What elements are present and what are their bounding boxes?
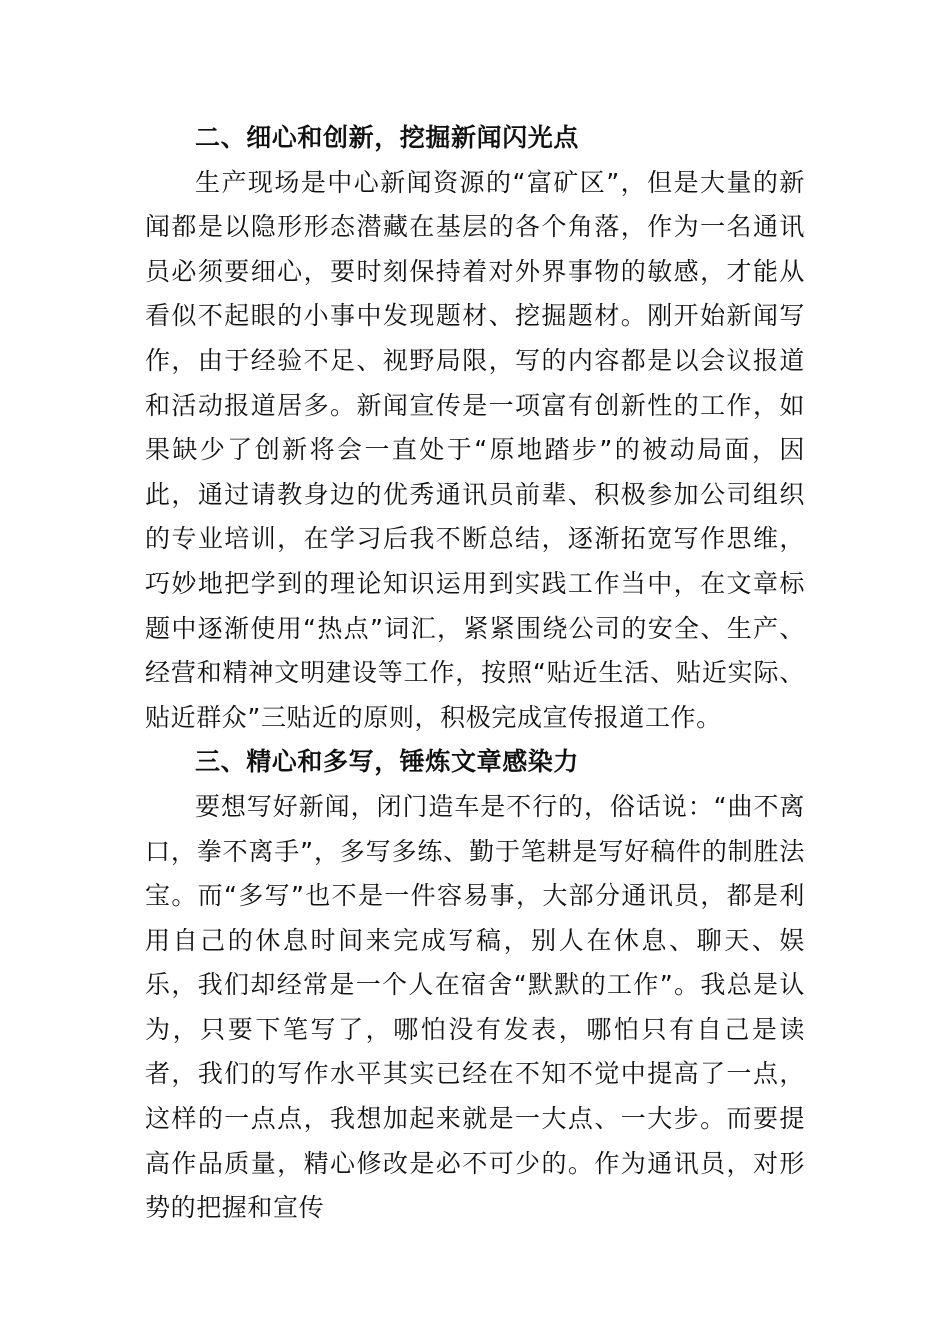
section-paragraph-2: 生产现场是中心新闻资源的“富矿区”，但是大量的新闻都是以隐形形态潜藏在基层的各个角落，作为一名通讯员必须要细心，要时刻保持着对外界事物的敏感，才能从看似不起眼的小事中发现题材、挖掘题材。刚开始新闻写作，由于经验不足、视野局限，写的内容都是以会议报道和活动报道居多。新闻宣传是一项富有创新性的工作，如果缺少了创新将会一直处于“原地踏步”的被动局面，因此，通过请教身边的优秀通讯员前辈、积极参加公司组织的专业培训，在学习后我不断总结，逐渐拓宽写作思维，巧妙地把学到的理论知识运用到实践工作当中，在文章标题中逐渐使用“热点”词汇，紧紧围绕公司的安全、生产、经营和精神文明建设等工作，按照“贴近生活、贴近实际、贴近群众”三贴近的原则，积极完成宣传报道工作。	[145, 167, 805, 732]
section-heading-3: 三、精心和多写，锤炼文章感染力	[195, 747, 580, 777]
document-body	[145, 116, 805, 1231]
section-paragraph-3: 要想写好新闻，闭门造车是不行的，俗话说：“曲不离口，拳不离手”，多写多练、勤于笔耕是写好稿件的制胜法宝。而“多写”也不是一件容易事，大部分通讯员，都是利用自己的休息时间来完成写稿，别人在休息、聊天、娱乐，我们却经常是一个人在宿舍“默默的工作”。我总是认为，只要下笔写了，哪怕没有发表，哪怕只有自己是读者，我们的写作水平其实已经在不知不觉中提高了一点，这样的一点点，我想加起来就是一大点、一大步。而要提高作品质量，精心修改是必不可少的。作为通讯员，对形势的把握和宣传	[145, 791, 805, 1223]
section-heading-2: 二、细心和创新，挖掘新闻闪光点	[195, 123, 580, 152]
